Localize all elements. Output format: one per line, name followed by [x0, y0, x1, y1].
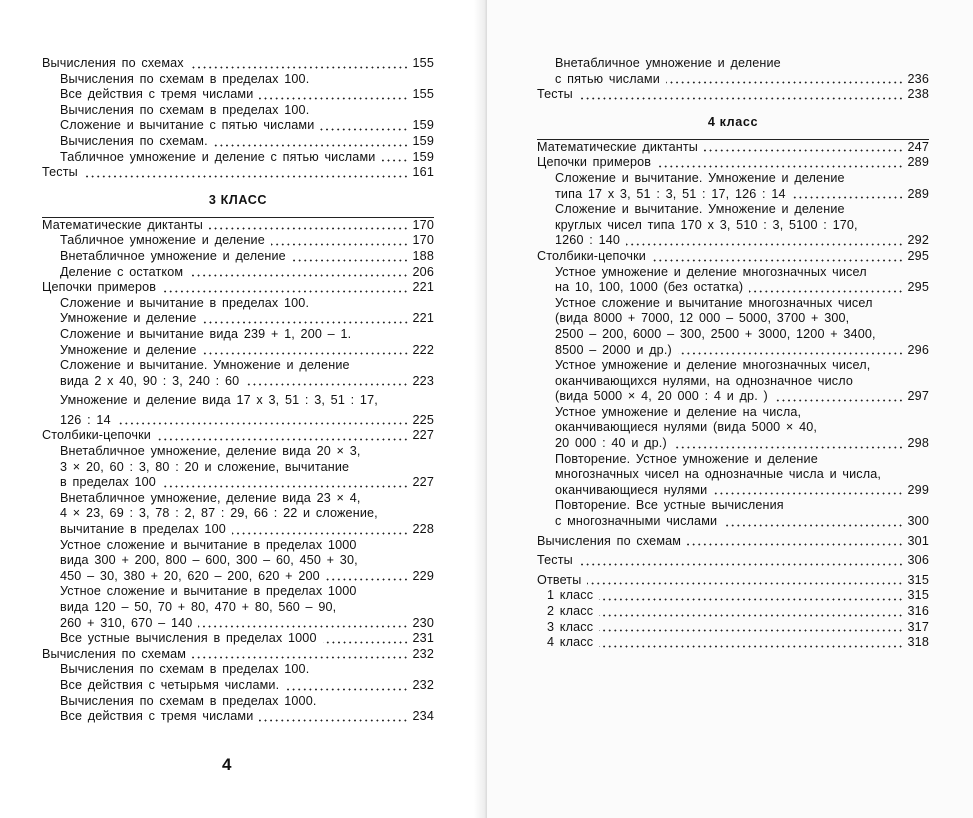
toc-entry-title: 126 : 14	[60, 412, 111, 427]
dot-leader	[245, 383, 408, 386]
toc-entry	[537, 343, 929, 359]
toc-entry	[537, 218, 929, 234]
toc-entry-title: Вычисления по схемам в пределах 100.	[60, 662, 310, 677]
toc-entry-title: Повторение. Устное умножение и деление	[555, 451, 818, 466]
toc-right-column	[537, 56, 929, 651]
toc-entry-page: 316	[907, 604, 929, 618]
dot-leader	[673, 446, 904, 449]
toc-entry	[42, 296, 434, 312]
toc-entry-title: Цепочки примеров	[537, 155, 652, 170]
dot-leader	[162, 485, 409, 488]
toc-entry	[42, 569, 434, 585]
toc-entry-title: Устное умножение и деление на числа,	[555, 404, 802, 419]
toc-entry-title: Устное умножение и деление многозначных чисел,	[555, 358, 871, 373]
toc-entry	[42, 56, 434, 72]
dot-leader	[326, 578, 409, 581]
toc-entry	[537, 311, 929, 327]
toc-entry-title: вида 120 – 50, 70 + 80, 470 + 80, 560 – 90,	[60, 600, 337, 614]
toc-entry-page: 159	[412, 133, 434, 148]
toc-entry-page: 170	[412, 233, 434, 248]
toc-entry-title: Умножение и деление вида 17 x 3, 51 : 3, 51 : 17,	[60, 393, 378, 408]
toc-entry-page: 159	[412, 118, 434, 133]
dot-leader	[190, 66, 409, 69]
toc-entry	[537, 202, 929, 218]
toc-entry-title: Сложение и вычитание. Умножение и деление	[555, 202, 845, 217]
toc-entry-page: 221	[412, 280, 434, 295]
toc-entry	[42, 631, 434, 647]
toc-entry	[42, 249, 434, 265]
toc-entry	[537, 280, 929, 296]
toc-left-column	[42, 56, 434, 725]
toc-entry-page: 289	[907, 155, 929, 170]
dot-leader	[599, 629, 903, 632]
toc-entry-title: Все действия с четырьмя числами.	[60, 677, 280, 692]
toc-entry	[42, 506, 434, 522]
toc-entry-title: Сложение и вычитание с пятью числами	[60, 118, 315, 133]
toc-entry-title: Математические диктанты	[42, 217, 203, 232]
toc-entry	[537, 155, 929, 171]
toc-entry-title: Сложение и вычитание вида 239 + 1, 200 – 1.	[60, 326, 352, 341]
toc-entry	[537, 498, 929, 514]
toc-entry	[537, 358, 929, 374]
toc-entry	[537, 140, 929, 156]
dot-leader	[579, 563, 904, 566]
toc-entry-title: вида 2 x 40, 90 : 3, 240 : 60	[60, 373, 240, 388]
toc-entry-title: с пятью числами	[555, 71, 660, 86]
toc-entry	[537, 405, 929, 421]
toc-entry-title: Умножение и деление	[60, 342, 197, 357]
toc-entry-page: 159	[412, 149, 434, 164]
toc-entry	[42, 662, 434, 678]
toc-entry-title: Цепочки примеров	[42, 280, 157, 295]
toc-entry-title: Ответы	[537, 572, 582, 587]
toc-entry-title: Устное сложение и вычитание в пределах 1000	[60, 537, 357, 552]
toc-entry-page: 296	[907, 342, 929, 357]
toc-entry-title: Все устные вычисления в пределах 1000	[60, 631, 317, 646]
toc-entry-title: Деление с остатком	[60, 264, 184, 279]
toc-entry-title: 2 класс	[547, 604, 594, 618]
toc-entry-title: оканчивающиеся нулями	[555, 482, 708, 497]
toc-entry	[42, 491, 434, 507]
toc-entry-title: 8500 – 2000 и др.)	[555, 342, 672, 357]
toc-entry	[42, 393, 434, 409]
toc-entry	[537, 573, 929, 589]
toc-entry-page: 206	[412, 264, 434, 279]
dot-leader	[259, 97, 408, 100]
toc-entry	[537, 514, 929, 530]
toc-section-continued	[537, 56, 929, 103]
toc-entry-title: 20 000 : 40 и др.)	[555, 436, 667, 451]
dot-leader	[704, 149, 904, 152]
dot-leader	[579, 97, 904, 100]
toc-entry	[537, 436, 929, 452]
toc-entry-title: Внетабличное умножение, деление вида 20 × 3,	[60, 444, 361, 459]
toc-entry-page: 297	[907, 389, 929, 404]
toc-entry-page: 306	[907, 553, 929, 568]
section-heading-grade-4: 4 класс	[707, 114, 759, 129]
toc-entry	[537, 588, 929, 604]
toc-entry-page: 315	[907, 572, 929, 587]
toc-entry-title: вычитание в пределах 100	[60, 522, 226, 537]
right-page	[487, 0, 973, 818]
toc-entry-title: на 10, 100, 1000 (без остатка)	[555, 280, 744, 295]
toc-entry-page: 232	[412, 677, 434, 692]
toc-entry-title: Столбики-цепочки	[537, 248, 646, 263]
toc-entry-title: Устное сложение и вычитание многозначных чисел	[555, 295, 873, 310]
dot-leader	[259, 719, 408, 722]
toc-entry	[537, 534, 929, 550]
toc-entry	[42, 647, 434, 663]
toc-entry-title: Тесты	[537, 87, 573, 102]
toc-entry-page: 289	[907, 186, 929, 201]
toc-entry-title: оканчивающиеся нулями (вида 5000 × 40,	[555, 420, 818, 435]
toc-entry-page: 315	[907, 588, 929, 603]
toc-entry	[537, 452, 929, 468]
toc-entry	[42, 475, 434, 491]
dot-leader	[192, 656, 408, 659]
dot-leader	[117, 422, 409, 425]
toc-entry-title: Математические диктанты	[537, 139, 698, 154]
toc-entry	[42, 72, 434, 88]
toc-entry-title: Устное умножение и деление многозначных чисел	[555, 264, 867, 279]
toc-entry	[42, 413, 434, 429]
toc-entry-page: 318	[907, 635, 929, 650]
dot-leader	[320, 128, 408, 131]
dot-leader	[198, 625, 408, 628]
toc-entry-title: Вычисления по схемам	[42, 646, 187, 661]
toc-entry	[42, 709, 434, 725]
toc-section-continued	[42, 56, 434, 181]
toc-entry-title: Табличное умножение и деление с пятью числами	[60, 149, 376, 164]
toc-entry-title: Повторение. Все устные вычисления	[555, 498, 784, 513]
section-heading-grade-3: 3 КЛАСС	[208, 192, 268, 207]
dot-leader	[626, 243, 904, 246]
toc-entry	[42, 280, 434, 296]
dot-leader	[84, 175, 409, 178]
toc-entry	[537, 72, 929, 88]
toc-entry-page: 299	[907, 482, 929, 497]
toc-entry-title: (вида 8000 + 7000, 12 000 – 5000, 3700 + 300,	[555, 311, 850, 326]
toc-entry-page: 292	[907, 233, 929, 248]
dot-leader	[292, 259, 409, 262]
toc-entry-page: 221	[412, 311, 434, 326]
toc-entry	[42, 358, 434, 374]
dot-leader	[678, 352, 904, 355]
toc-entry	[42, 460, 434, 476]
page-number: 4	[222, 755, 232, 774]
toc-entry	[537, 171, 929, 187]
toc-entry	[42, 218, 434, 234]
toc-entry	[42, 444, 434, 460]
dot-leader	[599, 598, 903, 601]
toc-entry	[537, 467, 929, 483]
toc-entry-title: типа 17 x 3, 51 : 3, 51 : 17, 126 : 14	[555, 186, 786, 201]
toc-entry-page: 247	[907, 139, 929, 154]
toc-entry	[42, 103, 434, 119]
toc-entry-title: Внетабличное умножение и деление	[60, 248, 286, 263]
toc-entry-page: 222	[412, 342, 434, 357]
toc-entry-title: 1260 : 140	[555, 233, 621, 248]
toc-entry	[537, 187, 929, 203]
toc-entry	[537, 620, 929, 636]
toc-entry-page: 223	[412, 373, 434, 388]
toc-section-grade-3	[42, 218, 434, 725]
toc-entry-title: в пределах 100	[60, 475, 156, 490]
toc-entry-page: 234	[412, 709, 434, 724]
dot-leader	[687, 543, 903, 546]
toc-entry	[42, 600, 434, 616]
toc-entry-page: 317	[907, 619, 929, 634]
toc-entry-title: круглых чисел типа 170 x 3, 510 : 3, 5100 : 170,	[555, 217, 858, 232]
toc-entry-title: 3 × 20, 60 : 3, 80 : 20 и сложение, вычитание	[60, 459, 350, 474]
toc-entry	[537, 553, 929, 569]
toc-entry	[537, 87, 929, 103]
toc-entry	[42, 522, 434, 538]
toc-entry-page: 228	[412, 522, 434, 537]
dot-leader	[599, 645, 903, 648]
toc-entry	[42, 616, 434, 632]
toc-entry	[42, 265, 434, 281]
toc-entry	[42, 118, 434, 134]
toc-entry	[537, 483, 929, 499]
dot-leader	[774, 399, 904, 402]
toc-section-grade-4	[537, 140, 929, 651]
toc-entry-title: 450 – 30, 380 + 20, 620 – 200, 620 + 200	[60, 568, 320, 583]
toc-entry-page: 188	[412, 248, 434, 263]
toc-entry-title: 4 × 23, 69 : 3, 78 : 2, 87 : 29, 66 : 22 и сложение,	[60, 506, 378, 521]
toc-entry-page: 295	[907, 280, 929, 295]
dot-leader	[271, 243, 409, 246]
toc-entry-title: Вычисления по схемам в пределах 100.	[60, 102, 310, 117]
toc-entry	[537, 56, 929, 72]
toc-entry-title: Все действия с тремя числами	[60, 709, 254, 724]
toc-entry-page: 295	[907, 248, 929, 263]
dot-leader	[189, 274, 408, 277]
left-page	[0, 0, 486, 818]
toc-entry-page: 236	[907, 71, 929, 86]
toc-entry-title: 2500 – 200, 6000 – 300, 2500 + 3000, 1200 + 3400,	[555, 326, 876, 341]
toc-entry-page: 300	[907, 514, 929, 529]
toc-entry	[42, 428, 434, 444]
toc-entry-title: 1 класс	[547, 588, 594, 603]
toc-entry-title: Вычисления по схемам в пределах 100.	[60, 71, 310, 86]
toc-entry-title: Вычисления по схемам.	[60, 133, 208, 148]
dot-leader	[203, 352, 409, 355]
toc-entry-title: Тесты	[42, 165, 78, 180]
toc-entry	[42, 327, 434, 343]
toc-entry-title: Сложение и вычитание в пределах 100.	[60, 295, 310, 310]
toc-entry	[537, 604, 929, 620]
toc-entry-title: Все действия с тремя числами	[60, 87, 254, 102]
toc-entry-title: Внетабличное умножение и деление	[555, 56, 781, 70]
dot-leader	[713, 492, 903, 495]
toc-entry-title: оканчивающихся нулями, на однозначное число	[555, 373, 854, 388]
toc-entry-title: 4 класс	[547, 635, 594, 650]
toc-entry-title: Вычисления по схемам в пределах 1000.	[60, 693, 317, 708]
dot-leader	[657, 165, 903, 168]
toc-entry	[537, 249, 929, 265]
toc-entry-page: 170	[412, 217, 434, 232]
toc-entry-title: с многозначными числами	[555, 514, 718, 529]
toc-entry	[537, 420, 929, 436]
toc-entry	[42, 374, 434, 390]
dot-leader	[162, 290, 408, 293]
toc-entry	[42, 538, 434, 554]
toc-entry-title: 260 + 310, 670 – 140	[60, 615, 193, 630]
toc-entry	[537, 327, 929, 343]
toc-entry	[42, 150, 434, 166]
toc-entry	[42, 584, 434, 600]
toc-entry-page: 229	[412, 568, 434, 583]
dot-leader	[203, 321, 409, 324]
toc-entry	[42, 343, 434, 359]
toc-entry	[42, 233, 434, 249]
toc-entry-page: 155	[412, 87, 434, 102]
toc-entry-title: Тесты	[537, 553, 573, 568]
toc-entry-page: 225	[412, 412, 434, 427]
toc-entry	[537, 389, 929, 405]
toc-entry	[42, 694, 434, 710]
toc-entry-page: 301	[907, 533, 929, 548]
dot-leader	[599, 614, 903, 617]
dot-leader	[214, 144, 409, 147]
toc-entry-title: Устное сложение и вычитание в пределах 1000	[60, 584, 357, 599]
toc-entry	[42, 678, 434, 694]
toc-entry-page: 230	[412, 615, 434, 630]
toc-entry-page: 227	[412, 428, 434, 443]
toc-entry	[537, 265, 929, 281]
toc-entry-page: 161	[412, 165, 434, 180]
dot-leader	[285, 688, 408, 691]
dot-leader	[723, 524, 903, 527]
toc-entry-page: 155	[412, 56, 434, 70]
toc-entry-page: 238	[907, 87, 929, 102]
dot-leader	[157, 438, 409, 441]
toc-entry-title: 3 класс	[547, 619, 594, 634]
toc-entry-title: Столбики-цепочки	[42, 428, 151, 443]
toc-entry	[42, 165, 434, 181]
toc-entry-title: (вида 5000 × 4, 20 000 : 4 и др. )	[555, 389, 768, 404]
toc-entry-page: 298	[907, 436, 929, 451]
dot-leader	[232, 532, 409, 535]
toc-entry-title: Умножение и деление	[60, 311, 197, 326]
dot-leader	[792, 196, 904, 199]
toc-entry	[537, 233, 929, 249]
dot-leader	[652, 259, 904, 262]
toc-entry	[42, 553, 434, 569]
toc-entry-title: Сложение и вычитание. Умножение и деление	[555, 170, 845, 185]
toc-entry-title: Внетабличное умножение, деление вида 23 × 4,	[60, 490, 361, 505]
toc-entry-title: Табличное умножение и деление	[60, 233, 265, 248]
toc-entry-title: многозначных чисел на однозначные числа и числа,	[555, 467, 882, 482]
toc-entry-page: 232	[412, 646, 434, 661]
toc-entry	[537, 374, 929, 390]
toc-entry-title: Вычисления по схемах	[42, 56, 184, 70]
dot-leader	[209, 227, 409, 230]
toc-entry	[42, 311, 434, 327]
toc-entry-title: Вычисления по схемам	[537, 533, 682, 548]
toc-entry	[537, 635, 929, 651]
dot-leader	[666, 81, 904, 84]
toc-entry-page: 227	[412, 475, 434, 490]
dot-leader	[749, 290, 903, 293]
dot-leader	[381, 159, 408, 162]
toc-entry	[42, 134, 434, 150]
toc-entry-title: вида 300 + 200, 800 – 600, 300 – 60, 450 + 30,	[60, 553, 358, 568]
dot-leader	[323, 641, 409, 644]
toc-entry-title: Сложение и вычитание. Умножение и деление	[60, 358, 350, 373]
toc-entry	[42, 87, 434, 103]
dot-leader	[587, 582, 903, 585]
toc-entry-page: 231	[412, 631, 434, 646]
toc-entry	[537, 296, 929, 312]
